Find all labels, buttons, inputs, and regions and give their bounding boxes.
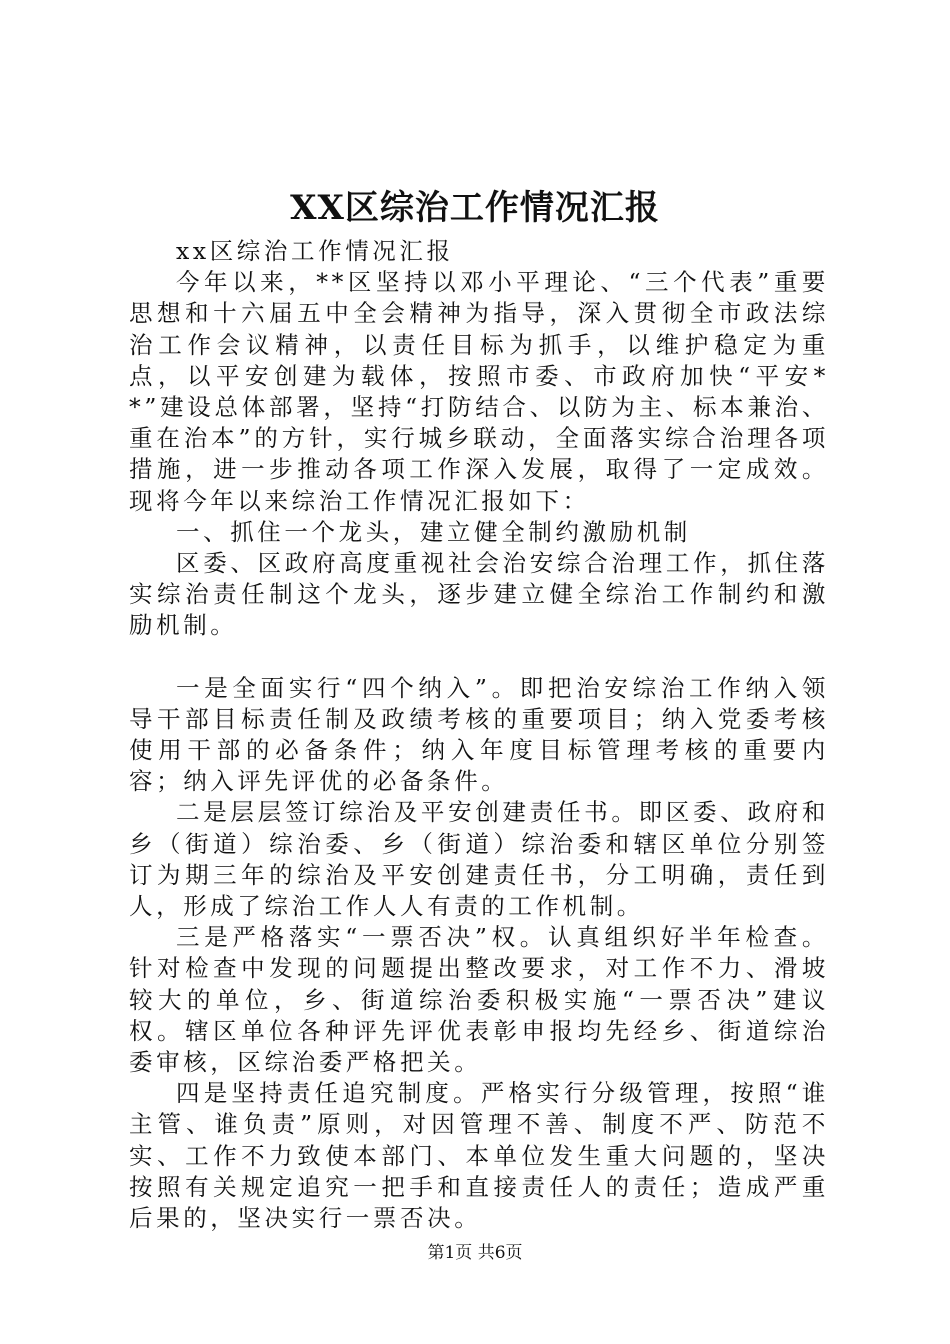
paragraph-point-2: 二是层层签订综治及平安创建责任书。即区委、政府和乡（街道）综治委、乡（街道）综治委和辖区单位分别签订为期三年的综治及平安创建责任书，分工明确，责任到人，形成了综治工作人人有责的工作机制。	[129, 798, 829, 921]
paragraph-intro: 今年以来，**区坚持以邓小平理论、“三个代表”重要思想和十六届五中全会精神为指导，深入贯彻全市政法综治工作会议精神，以责任目标为抓手，以维护稳定为重点，以平安创建为载体，按照市委、市政府加快“平安**”建设总体部署，坚持“打防结合、以防为主、标本兼治、重在治本”的方针，实行城乡联动，全面落实综合治理各项措施，进一步推动各项工作深入发展，取得了一定成效。现将今年以来综治工作情况汇报如下：	[129, 268, 829, 515]
paragraph-point-3: 三是严格落实“一票否决”权。认真组织好半年检查。针对检查中发现的问题提出整改要求，对工作不力、滑坡较大的单位，乡、街道综治委积极实施“一票否决”建议权。辖区单位各种评先评优表彰申报均先经乡、街道综治委审核，区综治委严格把关。	[129, 923, 829, 1077]
document-body	[129, 236, 829, 1234]
section-heading-1: 一、抓住一个龙头，建立健全制约激励机制	[176, 517, 691, 546]
document-title: XX区综治工作情况汇报	[290, 188, 660, 228]
paragraph-point-4: 四是坚持责任追究制度。严格实行分级管理，按照“谁主管、谁负责”原则，对因管理不善、制度不严、防范不实、工作不力致使本部门、本单位发生重大问题的，坚决按照有关规定追究一把手和直接责任人的责任；造成严重后果的，坚决实行一票否决。	[129, 1079, 829, 1233]
paragraph-point-1: 一是全面实行“四个纳入”。即把治安综治工作纳入领导干部目标责任制及政绩考核的重要项目；纳入党委考核使用干部的必备条件；纳入年度目标管理考核的重要内容；纳入评先评优的必备条件。	[129, 673, 829, 796]
paragraph-section-1-summary: 区委、区政府高度重视社会治安综合治理工作，抓住落实综治责任制这个龙头，逐步建立健全综治工作制约和激励机制。	[129, 549, 829, 640]
paragraph-subtitle: xx区综治工作情况汇报	[176, 237, 454, 265]
page-number-footer: 第1页 共6页	[427, 1243, 523, 1263]
